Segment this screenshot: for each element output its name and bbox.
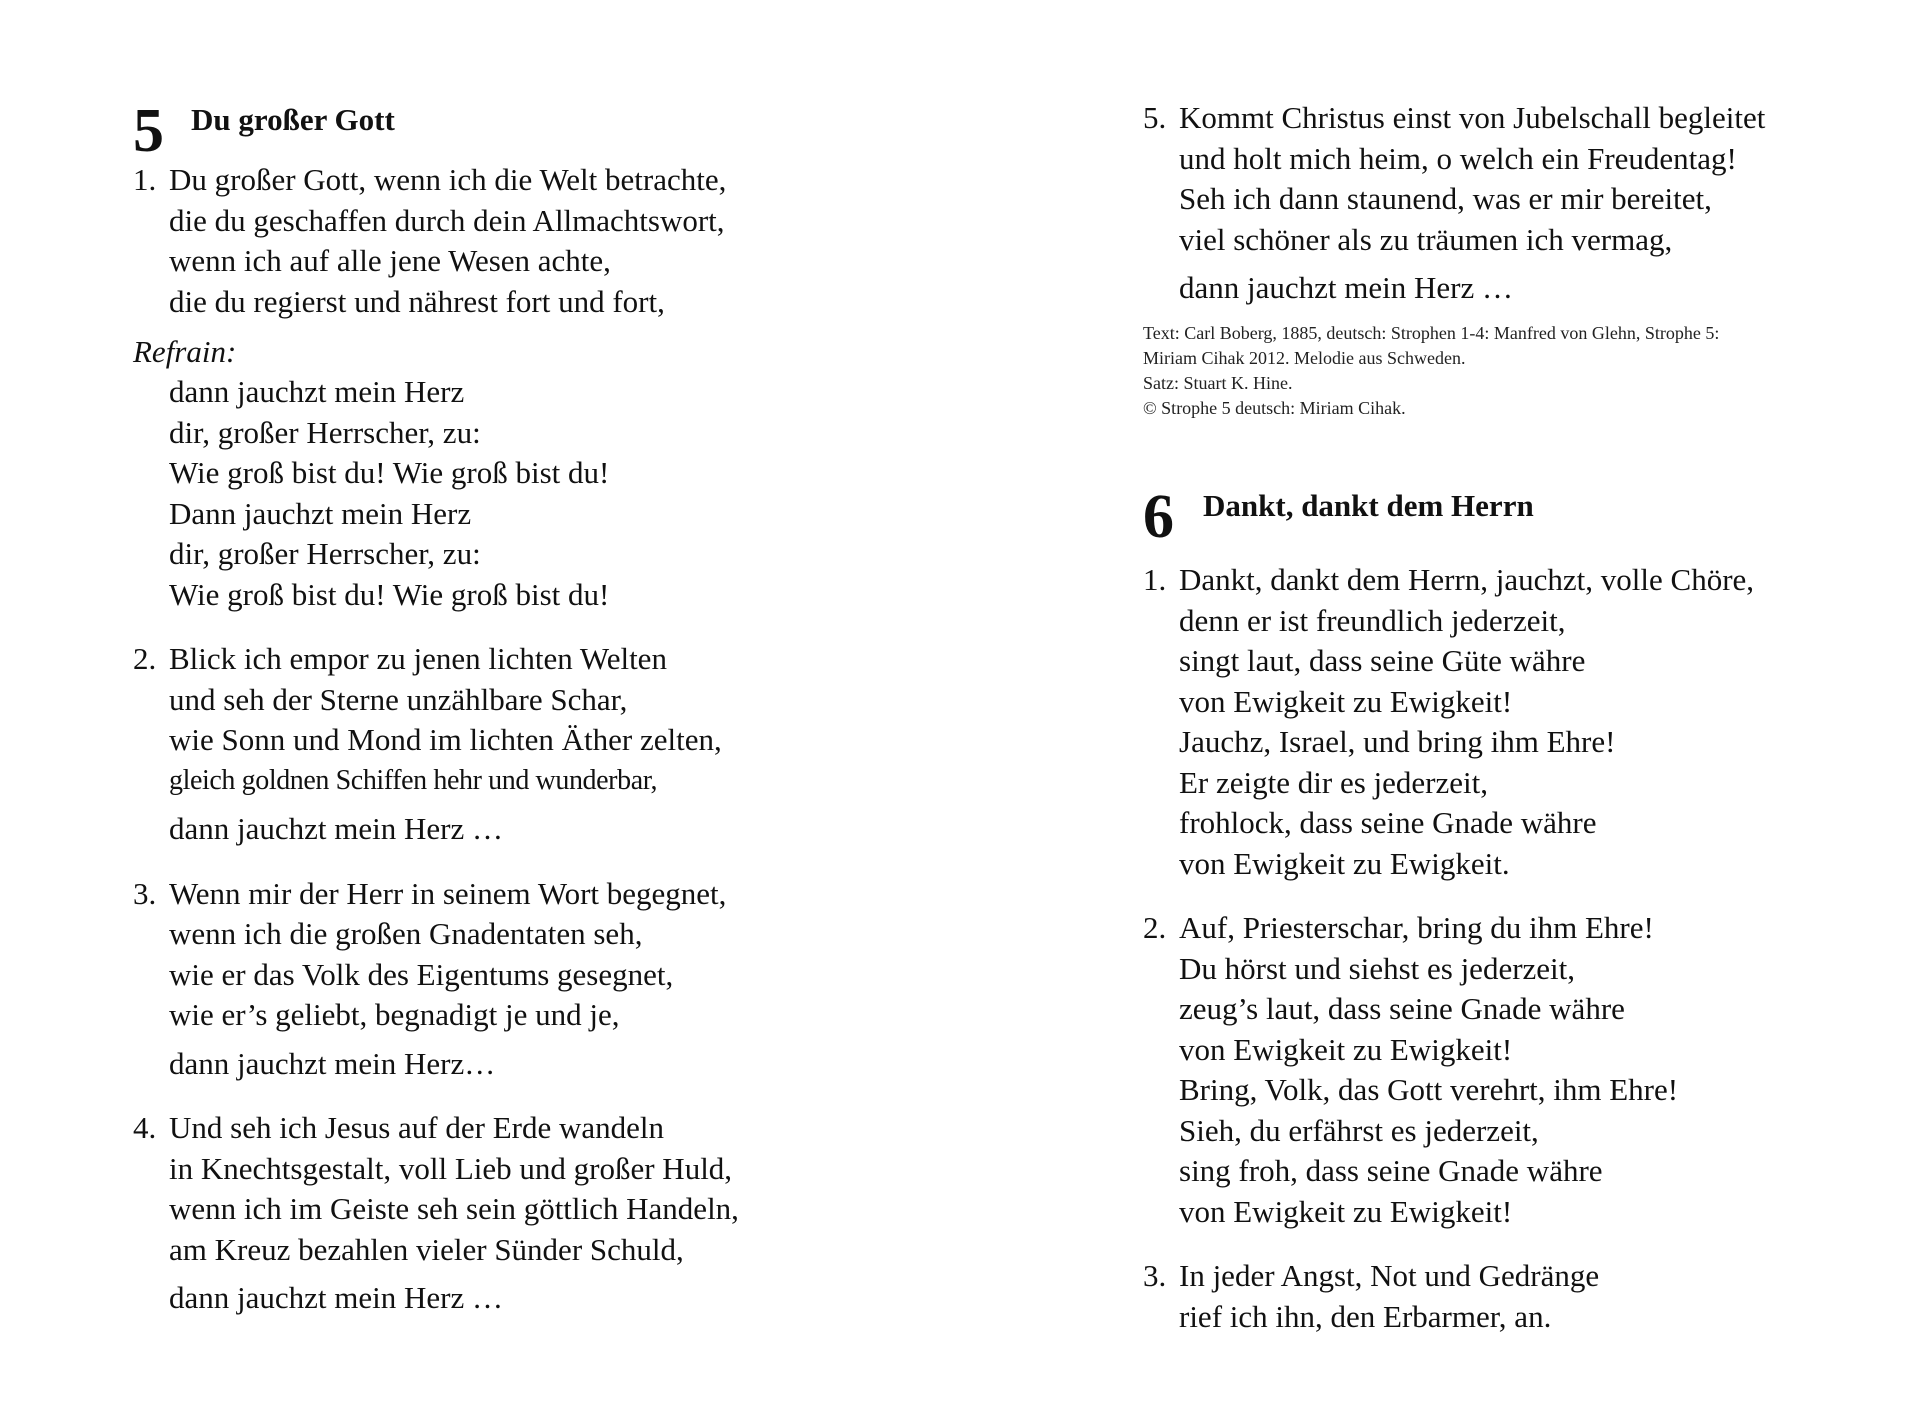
verse-line: denn er ist freundlich jederzeit, bbox=[1179, 602, 1566, 638]
refrain-reference: dann jauchzt mein Herz … bbox=[169, 1280, 503, 1315]
verse-line: Auf, Priesterschar, bring du ihm Ehre! bbox=[1179, 910, 1654, 945]
verse-line: Und seh ich Jesus auf der Erde wandeln bbox=[169, 1110, 664, 1145]
refrain-line: Wie groß bist du! Wie groß bist du! bbox=[169, 455, 610, 490]
credit-line: Miriam Cihak 2012. Melodie aus Schweden. bbox=[1143, 348, 1466, 368]
credit-line: Text: Carl Boberg, 1885, deutsch: Strophen 1-4: Manfred von Glehn, Strophe 5: bbox=[1143, 323, 1720, 343]
credit-line: © Strophe 5 deutsch: Miriam Cihak. bbox=[1143, 398, 1406, 418]
stanza-5 bbox=[1143, 98, 1903, 309]
stanza-number: 2. bbox=[1143, 910, 1167, 945]
song-number: 6 bbox=[1143, 483, 1174, 551]
stanza-1 bbox=[1143, 560, 1903, 884]
refrain-line: Wie groß bist du! Wie groß bist du! bbox=[169, 576, 610, 612]
refrain-line: dann jauchzt mein Herz bbox=[169, 374, 465, 409]
verse-line: Du großer Gott, wenn ich die Welt betrachte, bbox=[169, 162, 727, 197]
refrain-reference: dann jauchzt mein Herz… bbox=[169, 1045, 496, 1081]
refrain-line: Dann jauchzt mein Herz bbox=[169, 495, 472, 531]
verse-line: gleich goldnen Schiffen hehr und wunderbar, bbox=[169, 764, 658, 796]
verse-line: viel schöner als zu träumen ich vermag, bbox=[1179, 221, 1673, 257]
song-title: Du großer Gott bbox=[191, 102, 395, 137]
verse-line: singt laut, dass seine Güte währe bbox=[1179, 643, 1586, 678]
stanza-3 bbox=[133, 874, 933, 1085]
verse-line: Dankt, dankt dem Herrn, jauchzt, volle Chöre, bbox=[1179, 562, 1755, 597]
stanza-number: 4. bbox=[133, 1110, 157, 1145]
verse-line: und seh der Sterne unzählbare Schar, bbox=[169, 681, 628, 717]
stanza-2 bbox=[1143, 908, 1903, 1232]
verse-line: die du regierst und nährest fort und fort, bbox=[169, 283, 665, 319]
song-5 bbox=[133, 97, 933, 1343]
verse-line: zeug’s laut, dass seine Gnade währe bbox=[1179, 991, 1625, 1026]
verse-line: wie er das Volk des Eigentums gesegnet, bbox=[169, 956, 674, 992]
verse-line: von Ewigkeit zu Ewigkeit. bbox=[1179, 845, 1510, 881]
song-header bbox=[133, 97, 933, 165]
stanza-number: 1. bbox=[133, 162, 157, 197]
stanza-3 bbox=[1143, 1256, 1903, 1337]
verse-line: Kommt Christus einst von Jubelschall begleitet bbox=[1179, 100, 1766, 135]
verse-line: frohlock, dass seine Gnade währe bbox=[1179, 805, 1597, 840]
verse-line: am Kreuz bezahlen vieler Sünder Schuld, bbox=[169, 1231, 684, 1267]
refrain bbox=[133, 332, 933, 615]
verse-line: Blick ich empor zu jenen lichten Welten bbox=[169, 641, 667, 676]
verse-line: wie er’s geliebt, begnadigt je und je, bbox=[169, 997, 620, 1032]
verse-line: Bring, Volk, das Gott verehrt, ihm Ehre! bbox=[1179, 1072, 1679, 1107]
refrain-reference: dann jauchzt mein Herz … bbox=[1179, 270, 1513, 305]
refrain-line: dir, großer Herrscher, zu: bbox=[169, 414, 481, 450]
verse-line: von Ewigkeit zu Ewigkeit! bbox=[1179, 683, 1513, 719]
verse-line: Sieh, du erfährst es jederzeit, bbox=[1179, 1112, 1539, 1148]
refrain-reference: dann jauchzt mein Herz … bbox=[169, 811, 503, 846]
verse-line: und holt mich heim, o welch ein Freudentag! bbox=[1179, 140, 1737, 176]
stanza-number: 3. bbox=[1143, 1258, 1167, 1293]
verse-line: wenn ich im Geiste seh sein göttlich Handeln, bbox=[169, 1191, 739, 1226]
verse-line: die du geschaffen durch dein Allmachtswort, bbox=[169, 202, 725, 238]
verse-line: Seh ich dann staunend, was er mir bereitet, bbox=[1179, 181, 1712, 216]
song-credits bbox=[1143, 321, 1719, 421]
verse-line: Er zeigte dir es jederzeit, bbox=[1179, 764, 1488, 800]
verse-line: wenn ich auf alle jene Wesen achte, bbox=[169, 243, 611, 278]
verse-line: wie Sonn und Mond im lichten Äther zelten, bbox=[169, 722, 722, 757]
song-header bbox=[1143, 483, 1903, 560]
verse-line: Du hörst und siehst es jederzeit, bbox=[1179, 950, 1576, 986]
song-5-continued bbox=[1143, 98, 1903, 323]
verse-line: Jauchz, Israel, und bring ihm Ehre! bbox=[1179, 724, 1616, 759]
refrain-line: dir, großer Herrscher, zu: bbox=[169, 536, 481, 571]
song-6 bbox=[1143, 483, 1903, 1361]
stanza-number: 5. bbox=[1143, 100, 1167, 135]
credit-line: Satz: Stuart K. Hine. bbox=[1143, 373, 1293, 393]
verse-line: wenn ich die großen Gnadentaten seh, bbox=[169, 916, 643, 951]
verse-line: rief ich ihn, den Erbarmer, an. bbox=[1179, 1298, 1552, 1334]
stanza-number: 3. bbox=[133, 875, 157, 911]
verse-line: In jeder Angst, Not und Gedränge bbox=[1179, 1258, 1600, 1293]
verse-line: in Knechtsgestalt, voll Lieb und großer Huld, bbox=[169, 1150, 733, 1186]
stanza-1 bbox=[133, 160, 933, 322]
song-number: 5 bbox=[133, 97, 164, 165]
verse-line: Wenn mir der Herr in seinem Wort begegnet, bbox=[169, 875, 727, 911]
stanza-2 bbox=[133, 639, 933, 850]
verse-line: sing froh, dass seine Gnade währe bbox=[1179, 1153, 1603, 1188]
stanza-number: 2. bbox=[133, 641, 157, 676]
verse-line: von Ewigkeit zu Ewigkeit! bbox=[1179, 1193, 1513, 1229]
song-title: Dankt, dankt dem Herrn bbox=[1203, 488, 1534, 523]
verse-line: von Ewigkeit zu Ewigkeit! bbox=[1179, 1031, 1513, 1067]
refrain-label: Refrain: bbox=[133, 334, 237, 369]
stanza-number: 1. bbox=[1143, 562, 1167, 597]
stanza-4 bbox=[133, 1108, 933, 1319]
